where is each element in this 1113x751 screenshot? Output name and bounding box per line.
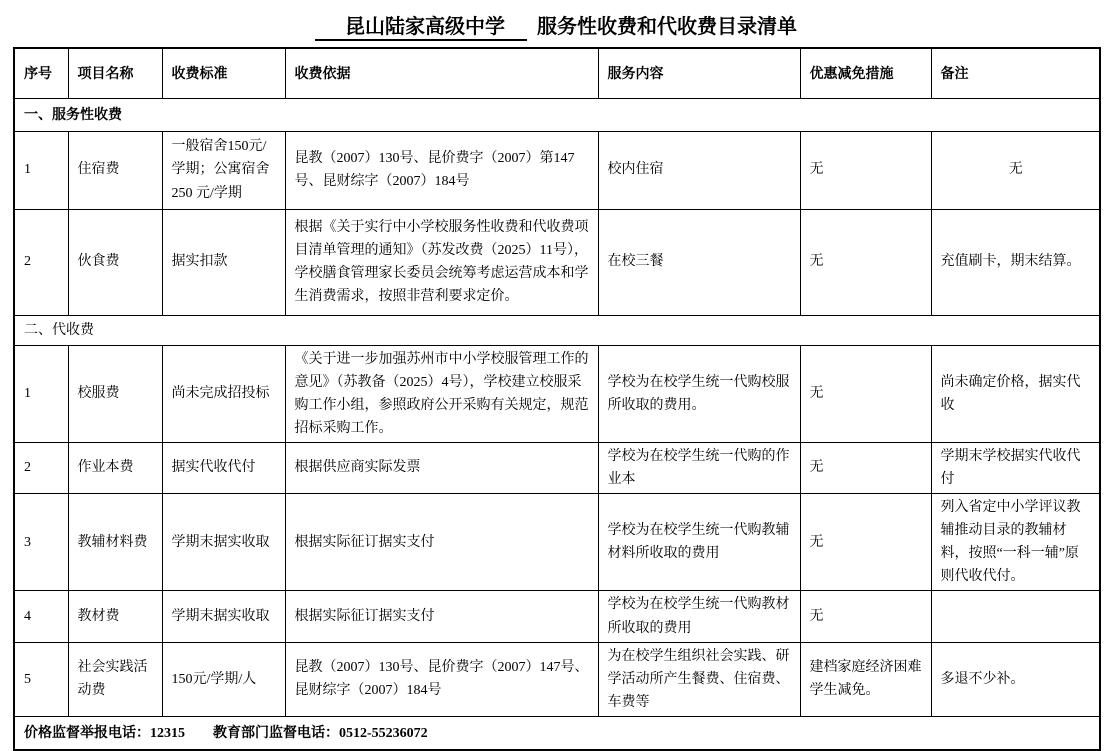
cell-basis: 根据实际征订据实支付	[285, 494, 598, 591]
cell-item: 教材费	[68, 591, 162, 642]
cell-discount: 无	[800, 442, 931, 493]
cell-item: 校服费	[68, 345, 162, 442]
cell-service: 学校为在校学生统一代购教材所收取的费用	[598, 591, 800, 642]
cell-service: 校内住宿	[598, 131, 800, 209]
cell-item: 伙食费	[68, 209, 162, 315]
cell-discount: 建档家庭经济困难学生减免。	[800, 642, 931, 716]
cell-standard: 尚未完成招投标	[162, 345, 285, 442]
cell-seq: 4	[14, 591, 68, 642]
cell-service: 在校三餐	[598, 209, 800, 315]
header-standard: 收费标准	[162, 48, 285, 98]
cell-basis: 昆教（2007）130号、昆价费字（2007）第147号、昆财综字（2007）184号	[285, 131, 598, 209]
cell-remark: 尚未确定价格，据实代收	[931, 345, 1100, 442]
cell-discount: 无	[800, 209, 931, 315]
cell-basis: 昆教（2007）130号、昆价费字（2007）147号、昆财综字（2007）184号	[285, 642, 598, 716]
cell-remark: 学期末学校据实代收代付	[931, 442, 1100, 493]
cell-seq: 5	[14, 642, 68, 716]
cell-seq: 3	[14, 494, 68, 591]
title-rest: 服务性收费和代收费目录清单	[537, 16, 797, 38]
cell-remark: 充值刷卡，期末结算。	[931, 209, 1100, 315]
cell-discount: 无	[800, 131, 931, 209]
page-title	[13, 10, 1099, 39]
table-row	[14, 209, 1100, 315]
cell-item: 教辅材料费	[68, 494, 162, 591]
table-row	[14, 494, 1100, 591]
price-hotline: 价格监督举报电话：12315	[24, 725, 185, 741]
table-row	[14, 131, 1100, 209]
header-row	[14, 48, 1100, 98]
header-item: 项目名称	[68, 48, 162, 98]
fee-table	[13, 47, 1101, 751]
table-row	[14, 442, 1100, 493]
header-discount: 优惠减免措施	[800, 48, 931, 98]
cell-service: 学校为在校学生统一代购的作业本	[598, 442, 800, 493]
table-row	[14, 642, 1100, 716]
cell-standard: 据实扣款	[162, 209, 285, 315]
cell-standard: 150元/学期/人	[162, 642, 285, 716]
cell-standard: 学期末据实收取	[162, 494, 285, 591]
cell-item: 社会实践活动费	[68, 642, 162, 716]
section1-label: 一、服务性收费	[14, 98, 1100, 131]
cell-basis: 根据《关于实行中小学校服务性收费和代收费项目清单管理的通知》（苏发改费（2025）11号），学校膳食管理家长委员会统筹考虑运营成本和学生消费需求，按照非营利要求定价。	[285, 209, 598, 315]
header-basis: 收费依据	[285, 48, 598, 98]
cell-remark: 列入省定中小学评议教辅推动目录的教辅材料，按照“一科一辅”原则代收代付。	[931, 494, 1100, 591]
table-row	[14, 345, 1100, 442]
table-row	[14, 591, 1100, 642]
footer-row	[14, 716, 1100, 750]
header-seq: 序号	[14, 48, 68, 98]
edu-hotline: 教育部门监督电话：0512-55236072	[213, 725, 428, 741]
section1-row	[14, 98, 1100, 131]
cell-service: 学校为在校学生统一代购校服所收取的费用。	[598, 345, 800, 442]
cell-seq: 1	[14, 345, 68, 442]
cell-basis: 根据供应商实际发票	[285, 442, 598, 493]
cell-standard: 一般宿舍150元/学期；公寓宿舍 250 元/学期	[162, 131, 285, 209]
header-remark: 备注	[931, 48, 1100, 98]
section2-label: 二、代收费	[14, 315, 1100, 345]
cell-item: 作业本费	[68, 442, 162, 493]
cell-service: 学校为在校学生统一代购教辅材料所收取的费用	[598, 494, 800, 591]
cell-basis: 《关于进一步加强苏州市中小学校服管理工作的意见》（苏教备（2025）4号），学校建立校服采购工作小组，参照政府公开采购有关规定，规范招标采购工作。	[285, 345, 598, 442]
cell-basis: 根据实际征订据实支付	[285, 591, 598, 642]
cell-seq: 2	[14, 209, 68, 315]
cell-seq: 2	[14, 442, 68, 493]
cell-seq: 1	[14, 131, 68, 209]
header-service: 服务内容	[598, 48, 800, 98]
cell-discount: 无	[800, 345, 931, 442]
cell-remark	[931, 591, 1100, 642]
cell-remark: 无	[931, 131, 1100, 209]
cell-remark: 多退不少补。	[931, 642, 1100, 716]
section2-row	[14, 315, 1100, 345]
cell-discount: 无	[800, 494, 931, 591]
supervision-hotlines	[14, 716, 1100, 750]
cell-item: 住宿费	[68, 131, 162, 209]
school-name: 昆山陆家高级中学	[315, 16, 527, 41]
cell-discount: 无	[800, 591, 931, 642]
cell-standard: 据实代收代付	[162, 442, 285, 493]
cell-service: 为在校学生组织社会实践、研学活动所产生餐费、住宿费、车费等	[598, 642, 800, 716]
cell-standard: 学期末据实收取	[162, 591, 285, 642]
